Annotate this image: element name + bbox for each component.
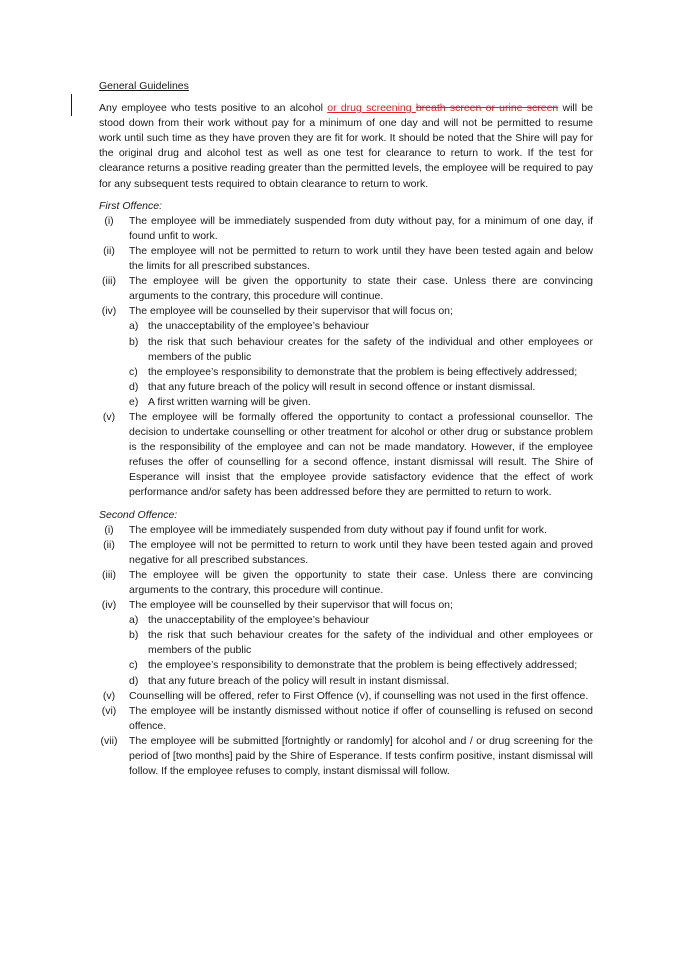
list-item bbox=[99, 538, 593, 568]
sub-item-letter: b) bbox=[129, 629, 139, 642]
item-number: (ii) bbox=[103, 538, 115, 551]
tracked-insertion: or drug screening bbox=[327, 102, 416, 115]
sub-item bbox=[129, 365, 593, 380]
item-text: The employee will not be permitted to return to work until they have been tested again and below the limits for all prescribed substances. bbox=[129, 244, 593, 273]
item-text: The employee will be counselled by their supervisor that will focus on; bbox=[129, 305, 453, 318]
item-number: (iv) bbox=[101, 305, 117, 318]
sub-item bbox=[129, 380, 593, 395]
sub-item-letter: c) bbox=[129, 659, 138, 672]
list-item bbox=[99, 598, 593, 689]
sub-item-letter: d) bbox=[129, 674, 139, 687]
sub-item-text: the unacceptability of the employee’s behaviour bbox=[148, 320, 370, 333]
list-item bbox=[99, 734, 593, 779]
item-body bbox=[129, 304, 593, 410]
item-text: The employee will be immediately suspended from duty without pay if found unfit for work. bbox=[129, 523, 547, 536]
sub-item-text: that any future breach of the policy will result in instant dismissal. bbox=[148, 674, 450, 687]
item-number: (i) bbox=[104, 214, 114, 227]
item-number: (i) bbox=[104, 523, 114, 536]
item-number: (vii) bbox=[100, 734, 118, 747]
list-item bbox=[99, 244, 593, 274]
sub-item bbox=[129, 658, 593, 673]
sub-item bbox=[129, 335, 593, 365]
item-text: The employee will be given the opportunity to state their case. Unless there are convincing arguments to the contrary, this procedure will continue. bbox=[129, 275, 593, 303]
item-text: The employee will not be permitted to return to work until they have been tested again and proved negative for all prescribed substances. bbox=[129, 538, 593, 566]
sub-item-text: the unacceptability of the employee’s behaviour bbox=[148, 614, 370, 627]
item-number: (ii) bbox=[103, 244, 115, 257]
revision-change-bar bbox=[71, 94, 72, 116]
item-number: (iii) bbox=[102, 568, 116, 581]
first-offence-list bbox=[99, 214, 593, 501]
list-item bbox=[99, 214, 593, 244]
sub-item bbox=[129, 319, 593, 334]
second-offence-title: Second Offence: bbox=[99, 508, 178, 521]
sub-item-text: the risk that such behaviour creates for the safety of the individual and other employees or members of the public bbox=[148, 335, 593, 363]
item-text: Counselling will be offered, refer to First Offence (v), if counselling was not used in the first offence. bbox=[129, 689, 589, 702]
sub-item-text: A first written warning will be given. bbox=[148, 395, 311, 408]
item-text: The employee will be submitted [fortnightly or randomly] for alcohol and / or drug screening for the period of [two months] paid by the Shire of Esperance. If tests confirm positive, instant dismissal will follow. If the employee refuses to comply, instant dismissal will follow. bbox=[129, 734, 593, 778]
sub-item bbox=[129, 674, 593, 689]
sub-item-letter: c) bbox=[129, 365, 138, 378]
item-text: The employee will be given the opportunity to state their case. Unless there are convincing arguments to the contrary, this procedure will continue. bbox=[129, 568, 593, 596]
list-item bbox=[99, 523, 593, 538]
sub-item-letter: d) bbox=[129, 380, 139, 393]
sub-item-letter: a) bbox=[129, 614, 139, 627]
section-heading: General Guidelines bbox=[99, 80, 189, 92]
item-number: (v) bbox=[102, 410, 116, 423]
sub-item-letter: a) bbox=[129, 320, 139, 333]
item-number: (v) bbox=[102, 689, 116, 702]
item-number: (iii) bbox=[102, 275, 116, 288]
sub-item-letter: e) bbox=[129, 395, 139, 408]
intro-text-after: will be stood down from their work without pay for a minimum of one day and will not be permitted to resume work until such time as they have proven they are fit for work. It should be noted that the Shire will pay for the original drug and alcohol test as well as one test for clearance to return to work. If the test for clearance returns a positive reading greater than the permitted levels, the employee will be required to pay for any subsequent tests required to obtain clearance to return to work. bbox=[99, 102, 593, 190]
item-text: The employee will be counselled by their supervisor that will focus on; bbox=[129, 599, 453, 612]
item-number: (vi) bbox=[101, 704, 117, 717]
sub-item bbox=[129, 613, 593, 628]
sub-item-text: that any future breach of the policy will result in second offence or instant dismissal. bbox=[148, 380, 536, 393]
sub-item bbox=[129, 628, 593, 658]
first-offence-title: First Offence: bbox=[99, 199, 163, 212]
list-item bbox=[99, 689, 593, 704]
document-page bbox=[99, 79, 593, 786]
list-item bbox=[99, 704, 593, 734]
list-item bbox=[99, 410, 593, 501]
list-item bbox=[99, 274, 593, 304]
item-text: The employee will be instantly dismissed without notice if offer of counselling is refused on second offence. bbox=[129, 704, 593, 732]
sub-item-text: the employee’s responsibility to demonstrate that the problem is being effectively addressed; bbox=[148, 659, 578, 672]
item-text: The employee will be formally offered the opportunity to contact a professional counsellor. The decision to undertake counselling or other treatment for alcohol or other drug or substance problem is the responsibility of the employee and can not be made mandatory. However, if the employee refuses the offer of counselling for a second offence, instant dismissal will result. The Shire of Esperance will insist that the employee provide satisfactory evidence that the effect of work performance and/or safety has been addressed before they are permitted to return to work. bbox=[129, 410, 593, 499]
item-number: (iv) bbox=[101, 599, 117, 612]
item-body bbox=[129, 598, 593, 689]
sub-item bbox=[129, 395, 593, 410]
intro-paragraph bbox=[99, 101, 593, 192]
intro-text-before: Any employee who tests positive to an alcohol bbox=[99, 102, 328, 115]
list-item bbox=[99, 568, 593, 598]
tracked-deletion: breath screen or urine screen bbox=[415, 102, 559, 115]
sub-item-letter: b) bbox=[129, 335, 139, 348]
sub-item-text: the employee’s responsibility to demonstrate that the problem is being effectively addressed; bbox=[148, 365, 578, 378]
second-offence-list bbox=[99, 523, 593, 780]
item-text: The employee will be immediately suspended from duty without pay, for a minimum of one day, if found unfit to work. bbox=[129, 214, 593, 242]
list-item bbox=[99, 304, 593, 410]
sub-item-text: the risk that such behaviour creates for the safety of the individual and other employees or members of the public bbox=[148, 629, 593, 657]
